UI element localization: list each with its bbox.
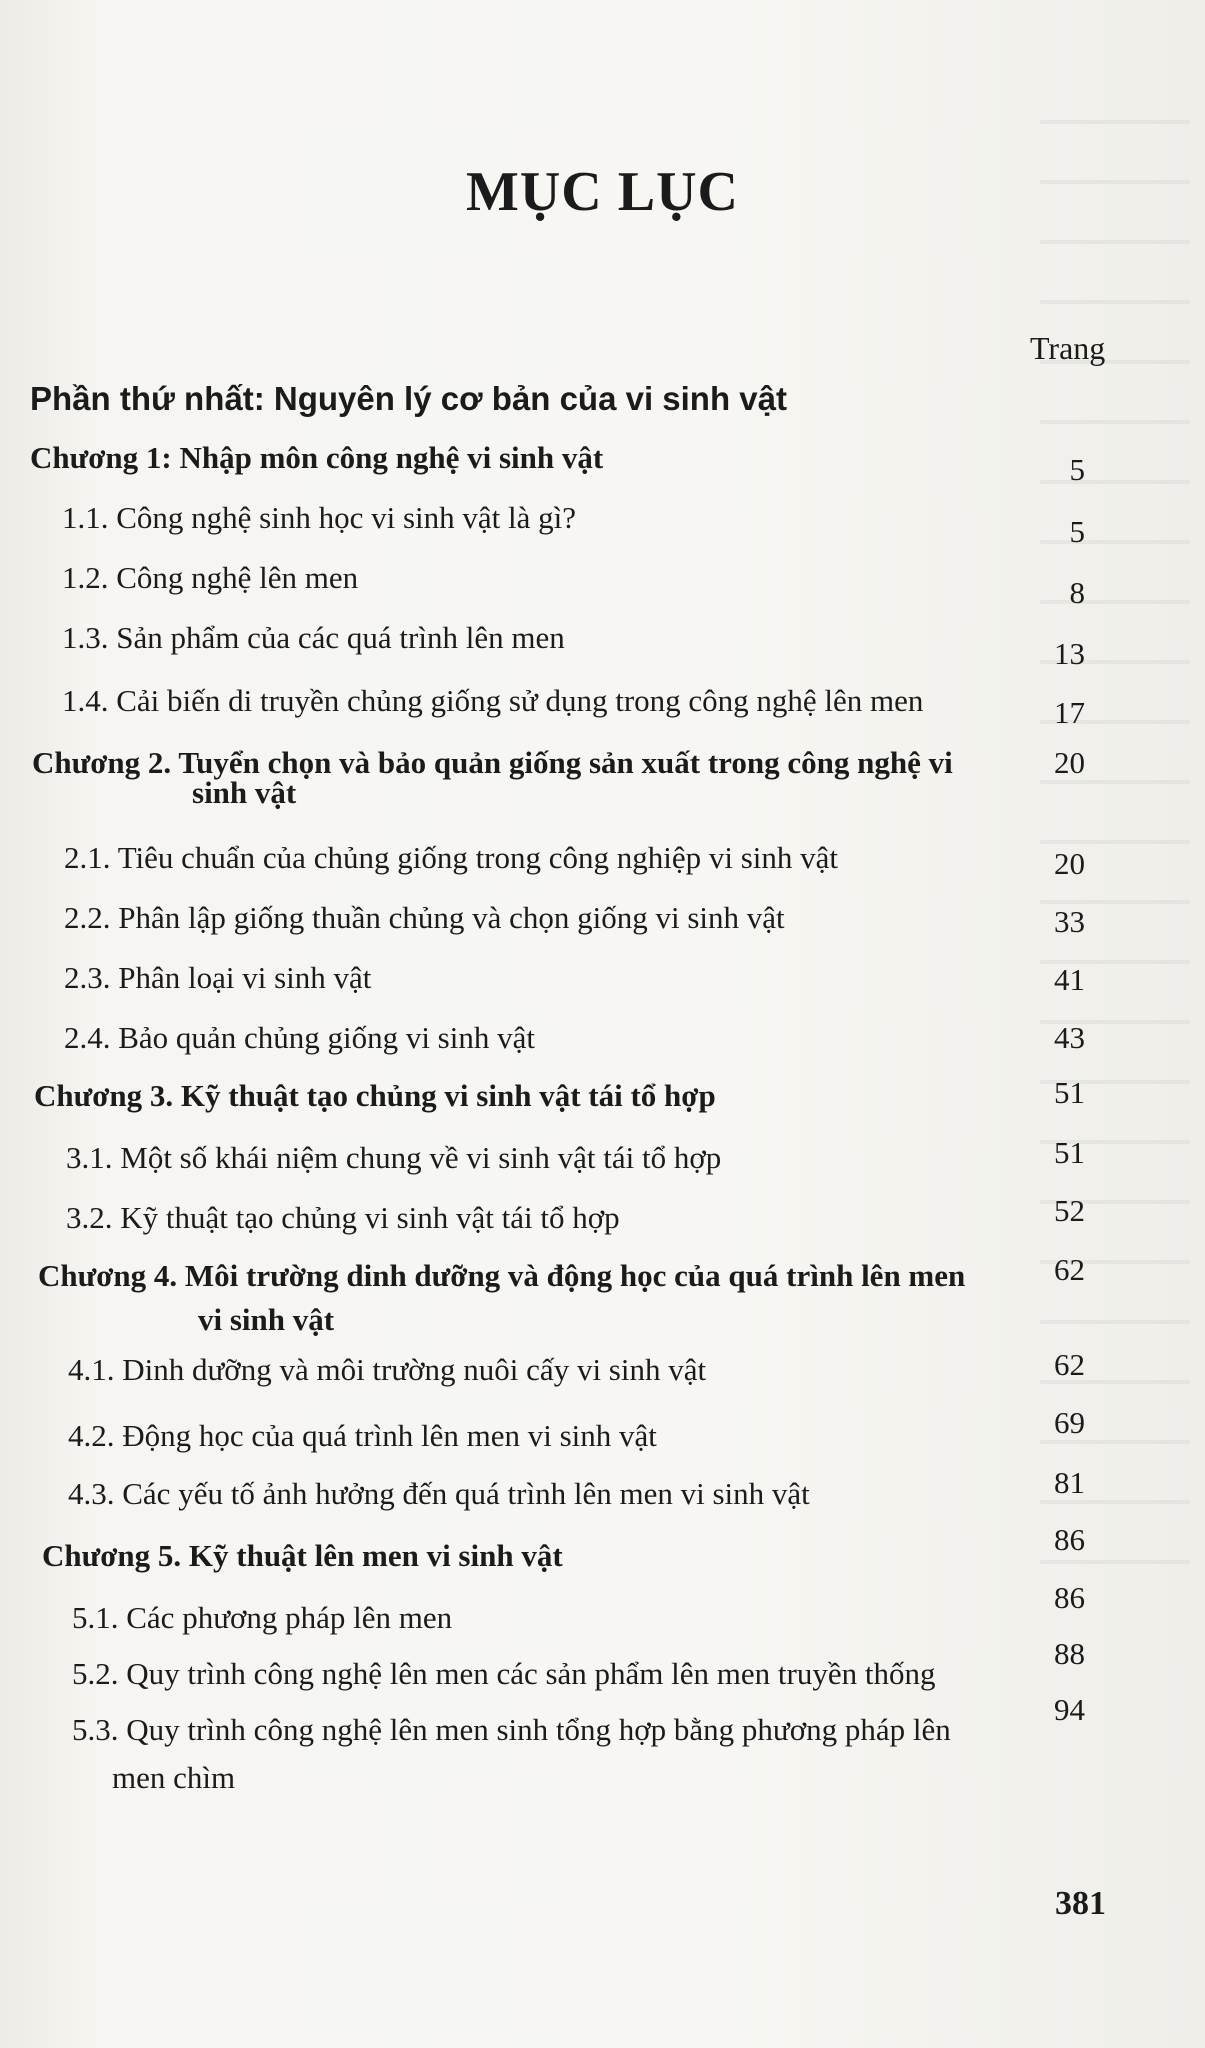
section-page: 17 bbox=[1054, 695, 1085, 730]
chapter-page: 5 bbox=[1069, 452, 1085, 487]
section-page: 43 bbox=[1054, 1020, 1085, 1055]
section-title: 1.3. Sản phẩm của các quá trình lên men bbox=[62, 620, 565, 655]
section-title: 2.1. Tiêu chuẩn của chủng giống trong công nghiệp vi sinh vật bbox=[64, 840, 839, 875]
section-title: 3.1. Một số khái niệm chung về vi sinh vật tái tổ hợp bbox=[66, 1140, 722, 1175]
section-page: 62 bbox=[1054, 1347, 1085, 1382]
section-page: 20 bbox=[1054, 846, 1085, 881]
section-page: 41 bbox=[1054, 962, 1085, 997]
section-page: 51 bbox=[1054, 1135, 1085, 1170]
section-title: 2.3. Phân loại vi sinh vật bbox=[64, 960, 372, 995]
part-title: Phần thứ nhất: Nguyên lý cơ bản của vi sinh vật bbox=[30, 380, 787, 417]
chapter-page: 20 bbox=[1054, 745, 1085, 780]
section-title: 4.2. Động học của quá trình lên men vi sinh vật bbox=[68, 1418, 657, 1453]
chapter-title-continued: sinh vật bbox=[192, 775, 297, 810]
page-number: 381 bbox=[1055, 1885, 1106, 1922]
section-title: 1.4. Cải biến di truyền chủng giống sử dụng trong công nghệ lên men bbox=[62, 683, 924, 718]
section-title: 5.3. Quy trình công nghệ lên men sinh tổng hợp bằng phương pháp lên bbox=[72, 1712, 951, 1747]
section-title: 2.2. Phân lập giống thuần chủng và chọn giống vi sinh vật bbox=[64, 900, 785, 935]
section-page: 94 bbox=[1054, 1692, 1085, 1727]
section-title: 4.1. Dinh dưỡng và môi trường nuôi cấy vi sinh vật bbox=[68, 1352, 707, 1387]
chapter-title-continued: vi sinh vật bbox=[198, 1302, 335, 1337]
chapter-title: Chương 2. Tuyển chọn và bảo quản giống sản xuất trong công nghệ vi bbox=[32, 745, 953, 780]
section-page: 33 bbox=[1054, 904, 1085, 939]
section-page: 69 bbox=[1054, 1405, 1085, 1440]
chapter-page: 62 bbox=[1054, 1252, 1085, 1287]
page-column-header: Trang bbox=[1030, 330, 1106, 366]
section-page: 5 bbox=[1069, 514, 1085, 549]
chapter-page: 51 bbox=[1054, 1075, 1085, 1110]
section-page: 86 bbox=[1054, 1580, 1085, 1615]
page-title: MỤC LỤC bbox=[466, 161, 739, 223]
section-title-continued: men chìm bbox=[112, 1760, 236, 1795]
chapter-page: 86 bbox=[1054, 1522, 1085, 1557]
chapter-title: Chương 3. Kỹ thuật tạo chủng vi sinh vật tái tổ hợp bbox=[34, 1078, 716, 1113]
section-page: 8 bbox=[1069, 575, 1085, 610]
section-title: 5.2. Quy trình công nghệ lên men các sản phẩm lên men truyền thống bbox=[72, 1656, 936, 1691]
section-title: 3.2. Kỹ thuật tạo chủng vi sinh vật tái tổ hợp bbox=[66, 1200, 620, 1235]
chapter-title: Chương 5. Kỹ thuật lên men vi sinh vật bbox=[42, 1538, 563, 1573]
chapter-title: Chương 1: Nhập môn công nghệ vi sinh vật bbox=[30, 440, 604, 475]
section-title: 1.2. Công nghệ lên men bbox=[62, 560, 359, 595]
section-title: 1.1. Công nghệ sinh học vi sinh vật là gì? bbox=[62, 500, 577, 535]
section-title: 4.3. Các yếu tố ảnh hưởng đến quá trình lên men vi sinh vật bbox=[68, 1476, 810, 1511]
section-page: 52 bbox=[1054, 1193, 1085, 1228]
section-page: 88 bbox=[1054, 1636, 1085, 1671]
section-page: 81 bbox=[1054, 1465, 1085, 1500]
section-title: 5.1. Các phương pháp lên men bbox=[72, 1600, 453, 1635]
chapter-title: Chương 4. Môi trường dinh dưỡng và động học của quá trình lên men bbox=[38, 1258, 966, 1293]
section-page: 13 bbox=[1054, 636, 1085, 671]
section-title: 2.4. Bảo quản chủng giống vi sinh vật bbox=[64, 1020, 535, 1055]
